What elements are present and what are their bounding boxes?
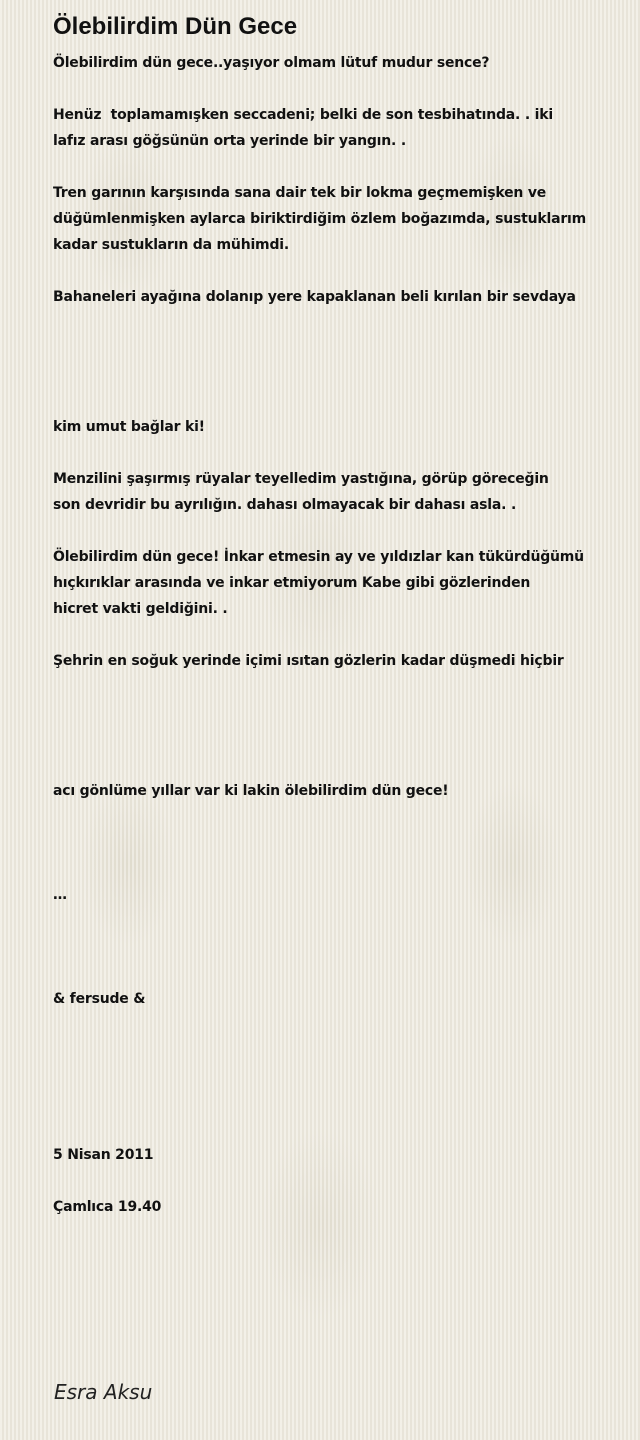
poem-line [53,440,613,466]
poem-line: Çamlıca 19.40 [53,1199,162,1215]
poem-line [53,960,613,986]
poem-line [53,1090,613,1116]
poem-line: düğümlenmişken aylarca biriktirdiğim özlem boğazımda, sustuklarım [53,211,587,227]
poem-line: hicret vakti geldiğini. . [53,601,228,617]
poem-line: son devridir bu ayrılığın. dahası olmayacak bir dahası asla. . [53,497,517,513]
poem-line [53,76,613,102]
poem-line [53,700,613,726]
poem-line: kadar sustukların da mühimdi. [53,237,289,253]
poem-line: 5 Nisan 2011 [53,1147,154,1163]
poem-page [53,12,613,1220]
poem-line [53,388,613,414]
poem-line: Şehrin en soğuk yerinde içimi ısıtan gözlerin kadar düşmedi hiçbir [53,653,564,669]
poem-line: … [53,887,67,903]
poem-line: kim umut bağlar ki! [53,419,205,435]
poem-line [53,258,613,284]
poem-line: acı gönlüme yıllar var ki lakin ölebilirdim dün gece! [53,783,449,799]
poem-line [53,336,613,362]
poem-line [53,1038,613,1064]
poem-line [53,1064,613,1090]
poem-line [53,752,613,778]
author-name: Esra Aksu [54,1380,153,1404]
poem-line [53,856,613,882]
poem-title: Ölebilirdim Dün Gece [53,13,298,40]
poem-body [53,50,613,1220]
poem-line: Bahaneleri ayağına dolanıp yere kapaklanan beli kırılan bir sevdaya [53,289,576,305]
poem-line [53,726,613,752]
poem-line: Henüz toplamamışken seccadeni; belki de son tesbihatında. . iki [53,107,553,123]
poem-line: Tren garının karşısında sana dair tek bir lokma geçmemişken ve [53,185,547,201]
poem-line [53,1168,613,1194]
poem-line: Ölebilirdim dün gece! İnkar etmesin ay ve yıldızlar kan tükürdüğümü [53,549,584,565]
poem-line [53,622,613,648]
poem-line: Menzilini şaşırmış rüyalar teyelledim yastığına, görüp göreceğin [53,471,549,487]
poem-line [53,310,613,336]
poem-line [53,934,613,960]
poem-line [53,1116,613,1142]
poem-line: & fersude & [53,991,146,1007]
poem-line [53,362,613,388]
poem-line [53,518,613,544]
poem-line [53,154,613,180]
poem-line: hıçkırıklar arasında ve inkar etmiyorum Kabe gibi gözlerinden [53,575,531,591]
poem-line: lafız arası göğsünün orta yerinde bir yangın. . [53,133,406,149]
poem-line [53,908,613,934]
poem-line [53,830,613,856]
poem-line [53,1012,613,1038]
poem-line [53,674,613,700]
poem-line: Ölebilirdim dün gece..yaşıyor olmam lütuf mudur sence? [53,55,490,71]
poem-line [53,804,613,830]
